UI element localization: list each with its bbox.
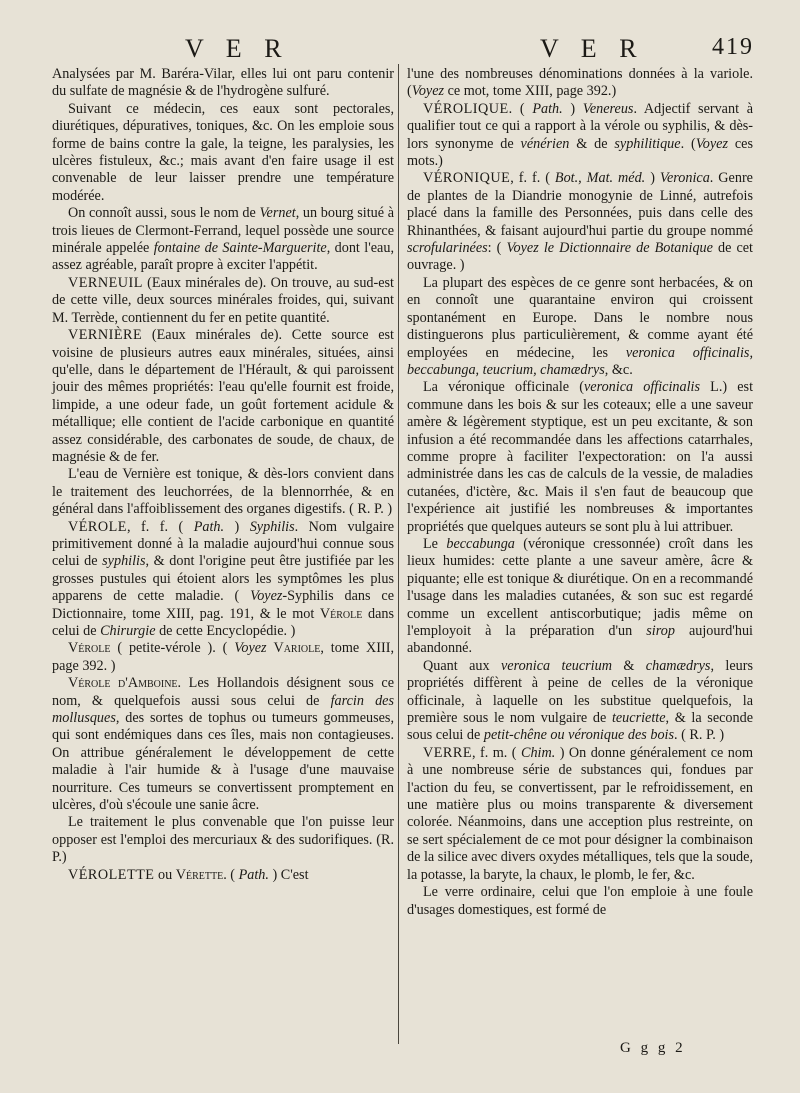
left-column [52, 66, 394, 884]
entry-verole-amboine: Vérole d'Amboine. Les Hollandois désignent sous ce nom, & quelquefois aussi sous celui de farcin des mollusques, des sortes de tophus ou tumeurs gommeuses, qui sont endémiques dans ces îles, mais non contagieuses. On attribue généralement le développement de cette maladie à l'air humide & à l'usage d'une mauvaise nourriture. Ces tumeurs se convertissent promptement en ulcères, d'où s'écoule une sanie âcre. [52, 675, 394, 814]
paragraph: Quant aux veronica teucrium & chamædrys, leurs propriétés diffèrent à peine de celles de la véronique officinale, à laquelle on les substitue quelquefois, la première sous le nom vulgaire de teucriette, & la seconde sous celui de petit-chêne ou véronique des bois. ( R. P. ) [407, 657, 754, 744]
entry-verre: VERRE, f. m. ( Chim. ) On donne généralement ce nom à une nombreuse série de substances qui, fondues par l'action du feu, se convertissent, par le refroidissement, en une matière plus ou moins transparente & diversement colorée. Néanmoins, dans une acception plus restreinte, on se sert spécialement de ce mot pour désigner la combinaison de la silice avec divers oxydes métalliques, tels que la soude, la potasse, la baryte, la chaux, le plomb, le fer, &c. [407, 744, 753, 883]
headword: VÉRONIQUE [423, 170, 511, 187]
headword: VERNEUIL [68, 274, 143, 291]
paragraph: Le beccabunga (véronique cressonnée) croît dans les lieux humides: cette plante a une saveur amère, âcre & piquante; elle est tonique & diurétique. On en a recommandé l'usage dans les maladies cutanées, & son suc est regardé comme un excellent antiscorbutique; jadis même on l'employoit à la préparation d'un sirop aujourd'hui abandonné. [407, 535, 753, 657]
paragraph: l'une des nombreuses dénominations données à la variole. (Voyez ce mot, tome XIII, page 392.) [407, 66, 753, 100]
signature-mark: G g g 2 [620, 1040, 686, 1056]
running-head-left: V E R [185, 34, 290, 63]
entry-veronique: VÉRONIQUE, f. f. ( Bot., Mat. méd. ) Veronica. Genre de plantes de la Diandrie monogynie de Linné, autrefois placé dans la famille des Personnées, puis dans celle des Rhinanthées, & faisant aujourd'hui partie du groupe nommé scrofularinées: ( Voyez le Dictionnaire de Botanique de cet ouvrage. ) [407, 170, 753, 274]
entry-verniere: VERNIÈRE (Eaux minérales de). Cette source est voisine de plusieurs autres eaux minérales, situées, ainsi qu'elle, dans le département de l'Hérault, & qui paroissent jouir des mêmes propriétés: l'eau qu'elle fournit est froide, limpide, a une odeur fade, un goût fortement acidule & métallique; elle contient de l'acide carbonique en quantité assez considérable, des carbonates de soude, de chaux, de magnésie & de fer. [52, 327, 394, 465]
paragraph: Le traitement le plus convenable que l'on puisse leur opposer est l'emploi des mercuriaux & des sudorifiques. (R. P.) [52, 814, 394, 866]
headword: Vérole d'Amboine [68, 675, 178, 692]
right-column [407, 66, 753, 919]
headword: VÉROLIQUE [423, 100, 509, 117]
paragraph: Analysées par M. Baréra-Vilar, elles lui ont paru contenir du sulfate de magnésie & de l'hydrogène sulfuré. [52, 66, 394, 100]
column-divider [398, 64, 399, 1044]
entry-verolette: VÉROLETTE ou Vérette. ( Path. ) C'est [68, 866, 309, 883]
entry-verneuil: VERNEUIL (Eaux minérales de). On trouve, au sud-est de cette ville, deux sources minérales froides, qui, suivant M. Terrède, contiennent du fer en petite quantité. [52, 274, 394, 326]
page-number: 419 [712, 34, 754, 60]
paragraph: L'eau de Vernière est tonique, & dès-lors convient dans le traitement des leuchorrées, de la blennorrhée, & en général dans l'affoiblissement des organes digestifs. ( R. P. ) [52, 466, 394, 518]
paragraph: Le verre ordinaire, celui que l'on emploie à une foule d'usages domestiques, est formé de [407, 884, 753, 918]
entry-verolique: VÉROLIQUE. ( Path. ) Venereus. Adjectif servant à qualifier tout ce qui a rapport à la vérole ou syphilis, & dès-lors synonyme de vénérien & de syphilitique. (Voyez ces mots.) [407, 100, 753, 170]
paragraph: Suivant ce médecin, ces eaux sont pectorales, diurétiques, dépuratives, toniques, &c. On les emploie sous forme de bains contre la gale, la teigne, les paralysies, les ulcères fistuleux, &c.; mais avant d'en faire usage il est convenable de leur laisser prendre une température modérée. [52, 100, 394, 204]
headword: VERNIÈRE [68, 327, 143, 344]
entry-petite-verole: Vérole ( petite-vérole ). ( Voyez Variole, tome XIII, page 392. ) [52, 640, 395, 674]
headword: VÉROLE [68, 518, 127, 535]
headword: VERRE [423, 744, 473, 761]
running-head-right: V E R [540, 34, 645, 63]
paragraph: On connoît aussi, sous le nom de Vernet, un bourg situé à trois lieues de Clermont-Ferrand, lequel possède une source minérale appelée fontaine de Sainte-Marguerite, dont l'eau, assez agréable, paraît propre à exciter l'appétit. [52, 205, 394, 274]
paragraph: La plupart des espèces de ce genre sont herbacées, & on en connoît une quarantaine environ qui croissent spontanément en Europe. Dans le nombre nous distinguerons plus particulièrement, & comme ayant été employées en médecine, les veronica officinalis, beccabunga, teucrium, chamædrys, &c. [407, 274, 753, 378]
paragraph: La véronique officinale (veronica officinalis L.) est commune dans les bois & sur les coteaux; elle a une saveur amère & légèrement styptique, est un peu excitante, & son infusion a été recommandée dans les affections catarrhales, comme propre à faciliter l'expectoration: on l'a aussi administrée dans les cas de calculs de la vessie, de maladies cutanées, d'ictère, &c. Mais il s'en faut de beaucoup que l'expérience ait justifié les nombreuses & importantes propriétés que quelques auteurs se sont plu à lui attribuer. [407, 379, 754, 535]
headword: VÉROLETTE [68, 866, 155, 883]
entry-verole: VÉROLE, f. f. ( Path. ) Syphilis. Nom vulgaire primitivement donné à la maladie aujourd'hui connue sous celui de syphilis, & dont l'origine peut être justifiée par les grosses pustules qui étoient alors les symptômes les plus apparens de cette maladie. ( Voyez-Syphilis dans ce Dictionnaire, tome XIII, pag. 191, & le mot Vérole dans celui de Chirurgie de cette Encyclopédie. ) [52, 518, 395, 639]
